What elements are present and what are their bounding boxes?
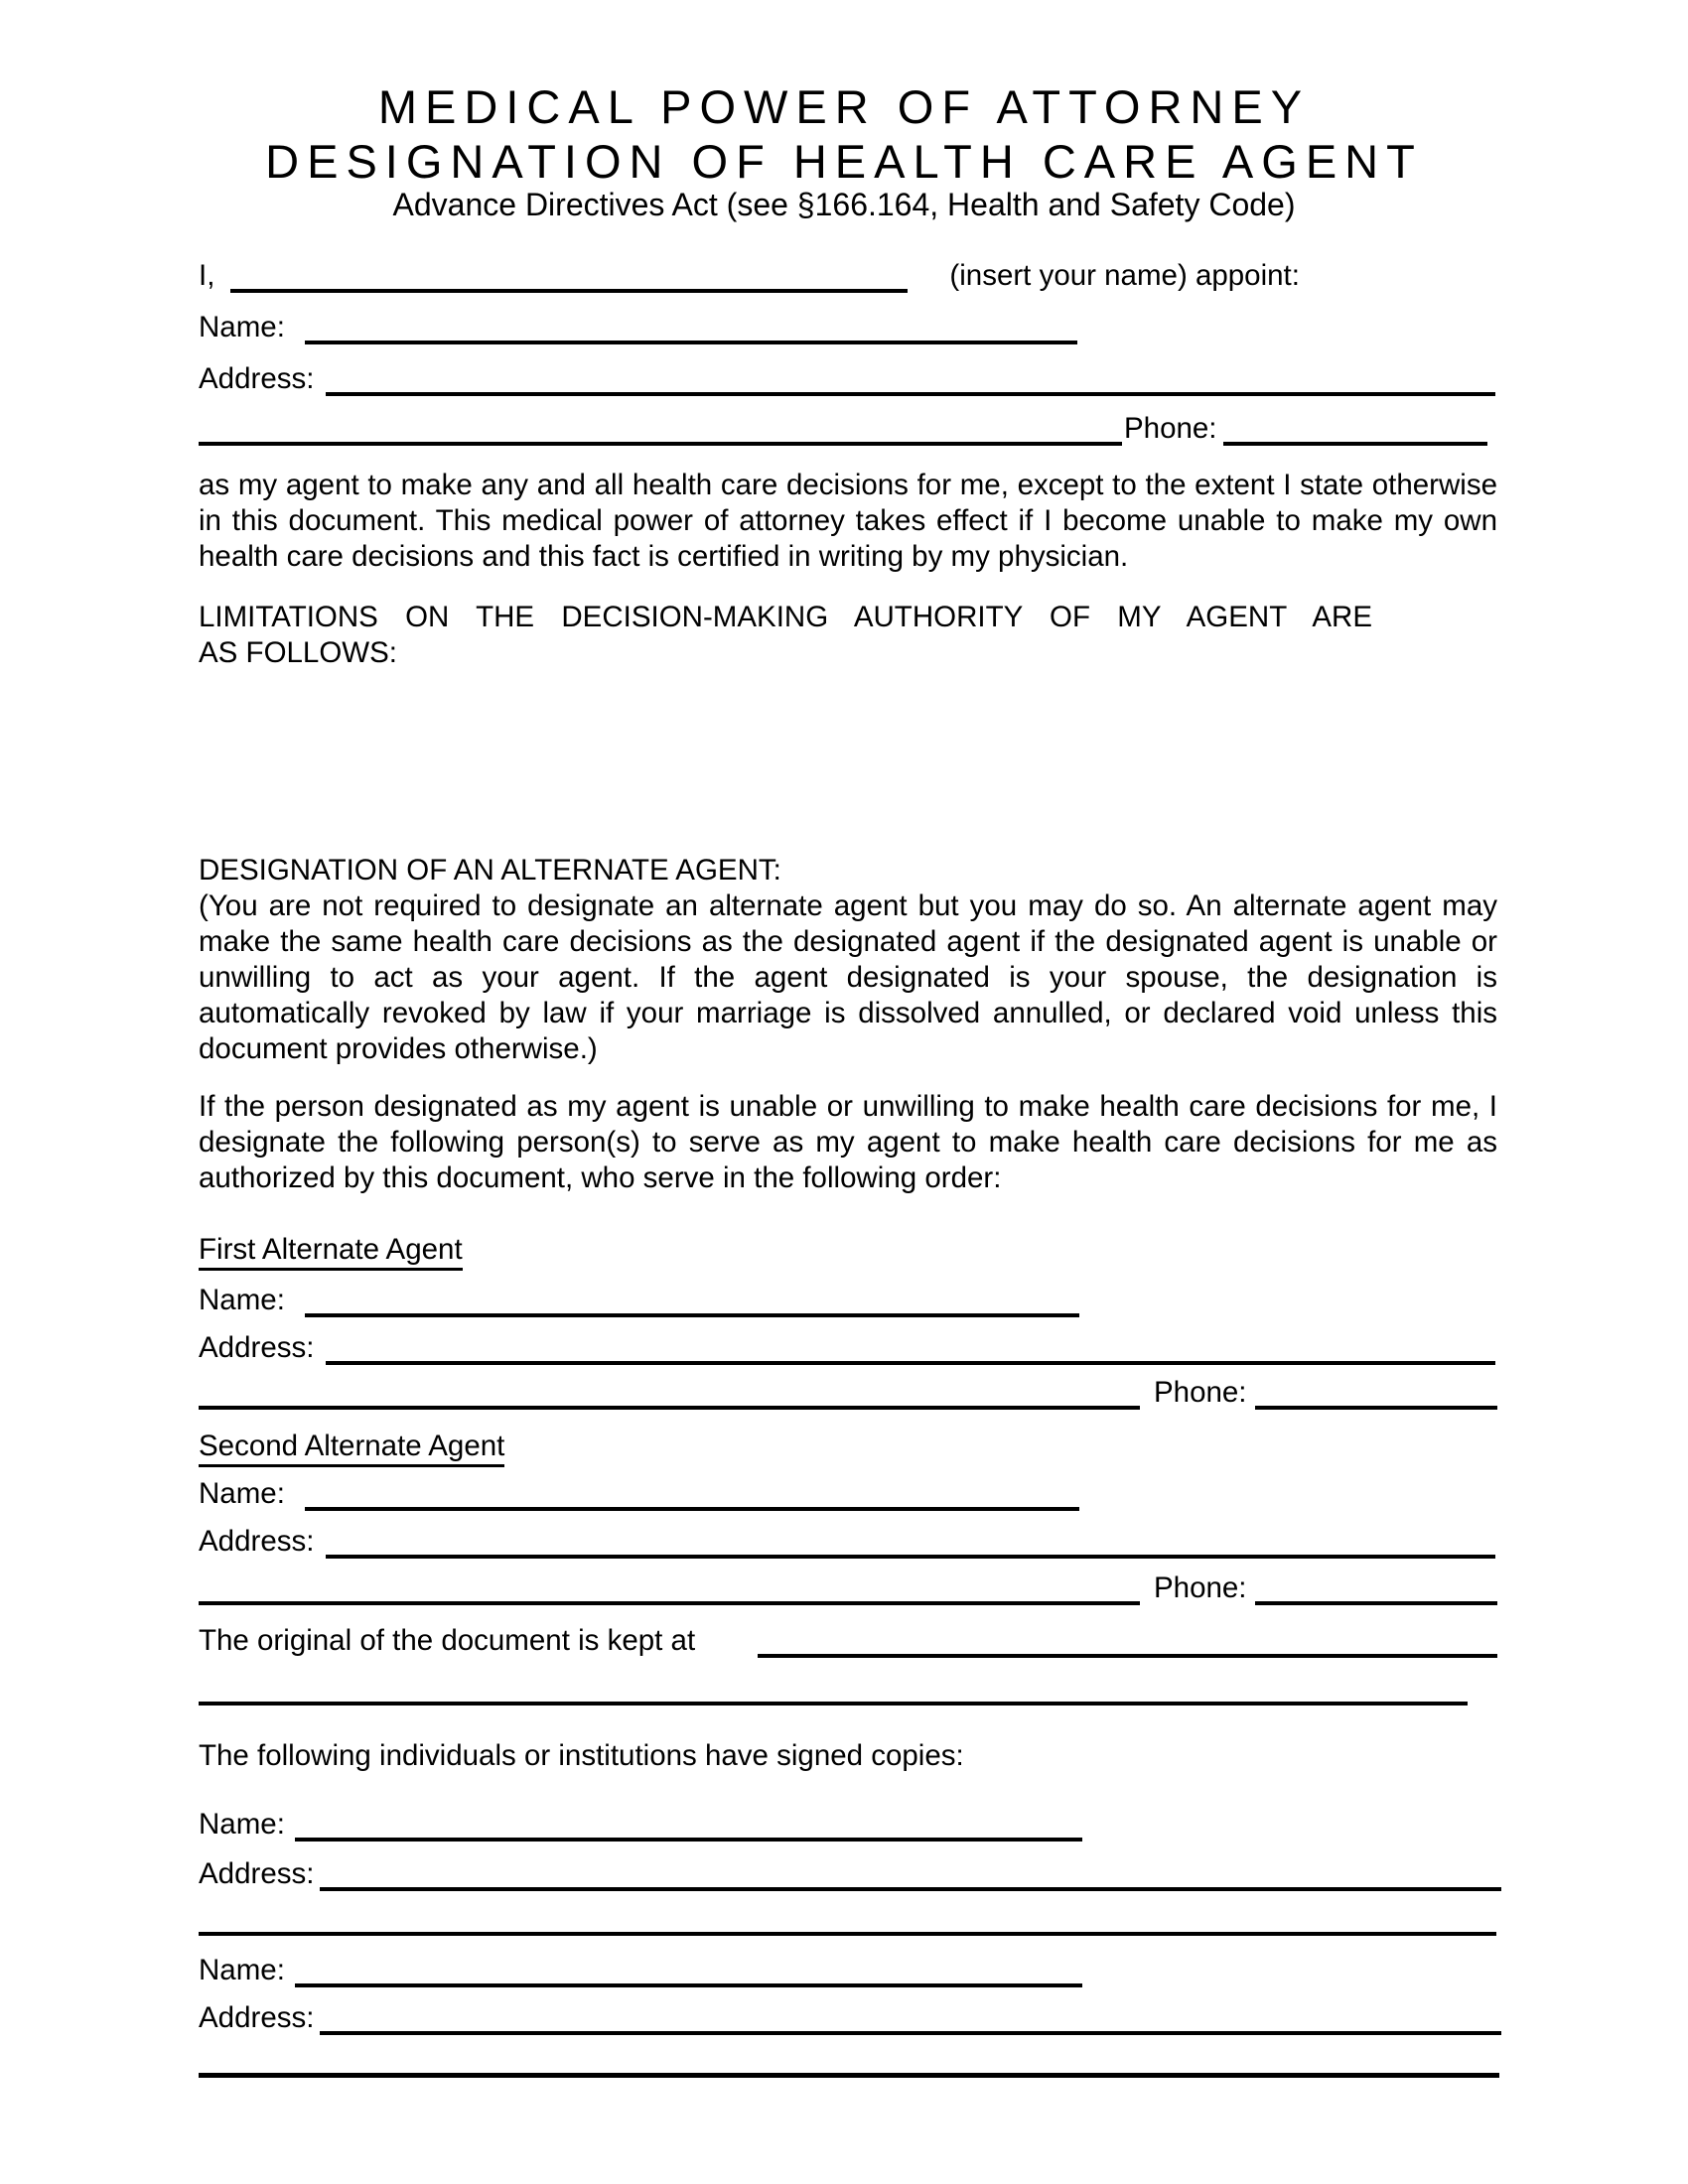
signed-copy-1-address-line[interactable]: [320, 1887, 1501, 1891]
text-line: automatically revoked by law if your marriage is dissolved annulled, or declared void unless this: [199, 997, 1497, 1029]
first-alternate-address-line[interactable]: [326, 1361, 1495, 1365]
signed-copies-label: The following individuals or institutions have signed copies:: [199, 1739, 964, 1772]
first-alternate-address-label: Address:: [199, 1331, 315, 1364]
second-alternate-heading-text: Second Alternate Agent: [199, 1430, 504, 1467]
kept-at-label: The original of the document is kept at: [199, 1624, 696, 1657]
text-line: as my agent to make any and all health care decisions for me, except to the extent I state otherwise: [199, 469, 1497, 501]
signed-copy-1-address-line-2[interactable]: [199, 1932, 1496, 1936]
agent-address-row: [199, 360, 1495, 396]
agent-name-row: [199, 309, 1077, 344]
first-alternate-name-line[interactable]: [305, 1313, 1079, 1317]
kept-at-line[interactable]: [758, 1654, 1497, 1658]
agent-address-label: Address:: [199, 362, 315, 395]
text-line: If the person designated as my agent is unable or unwilling to make health care decisions for me, I: [199, 1090, 1497, 1123]
signed-copy-2-name-label: Name:: [199, 1954, 285, 1986]
first-alternate-heading: [199, 1232, 463, 1268]
first-alternate-phone-label: Phone:: [1154, 1376, 1247, 1409]
first-alternate-phone-row: [199, 1374, 1497, 1410]
second-alternate-phone-label: Phone:: [1154, 1571, 1247, 1604]
signed-copy-2-name-line[interactable]: [295, 1983, 1082, 1987]
first-alternate-heading-text: First Alternate Agent: [199, 1233, 463, 1271]
agent-phone-label: Phone:: [1124, 412, 1217, 445]
signed-copy-2-name-row: [199, 1952, 1082, 1987]
second-alternate-phone-row: [199, 1570, 1497, 1605]
first-alternate-address-line-2[interactable]: [199, 1406, 1140, 1410]
text-line: AS FOLLOWS:: [199, 636, 397, 669]
alternate-agent-intro: [199, 1089, 1497, 1196]
principal-name-line[interactable]: [230, 289, 908, 293]
alternate-agent-note: [199, 888, 1497, 1067]
text-line: unwilling to act as your agent. If the agent designated is your spouse, the designation is: [199, 961, 1497, 994]
second-alternate-address-label: Address:: [199, 1525, 315, 1558]
limitations-heading: [199, 600, 1372, 671]
signed-copy-2-address-row: [199, 1999, 1501, 2035]
i-label: I,: [199, 259, 215, 292]
text-line: in this document. This medical power of attorney takes effect if I become unable to make my own: [199, 504, 1497, 537]
agent-name-label: Name:: [199, 311, 285, 343]
agent-address-line[interactable]: [326, 392, 1495, 396]
signed-copy-2-address-line-2[interactable]: [199, 2073, 1499, 2078]
appoint-hint: (insert your name) appoint:: [949, 259, 1300, 292]
kept-at-row: [199, 1622, 1497, 1658]
second-alternate-address-line-2[interactable]: [199, 1601, 1140, 1605]
second-alternate-phone-line[interactable]: [1255, 1601, 1497, 1605]
second-alternate-heading: [199, 1429, 504, 1464]
agent-name-line[interactable]: [305, 341, 1077, 344]
second-alternate-name-label: Name:: [199, 1477, 285, 1510]
document-subtitle: Advance Directives Act (see §166.164, Health and Safety Code): [392, 187, 1296, 222]
second-alternate-address-line[interactable]: [326, 1555, 1495, 1559]
text-line: (You are not required to designate an alternate agent but you may do so. An alternate agent may: [199, 889, 1497, 922]
signed-copy-1-address-row: [199, 1855, 1501, 1891]
second-alternate-name-line[interactable]: [305, 1507, 1079, 1511]
agent-address-line-2[interactable]: [199, 442, 1122, 446]
second-alternate-name-row: [199, 1475, 1079, 1511]
first-alternate-address-row: [199, 1329, 1495, 1365]
text-line: health care decisions and this fact is certified in writing by my physician.: [199, 540, 1129, 573]
signed-copy-1-name-label: Name:: [199, 1808, 285, 1841]
signed-copy-2-address-label: Address:: [199, 2001, 315, 2034]
text-line: make the same health care decisions as the designated agent if the designated agent is unable or: [199, 925, 1497, 958]
kept-at-line-2[interactable]: [199, 1702, 1468, 1706]
signed-copy-2-address-line[interactable]: [320, 2031, 1501, 2035]
text-line: authorized by this document, who serve in the following order:: [199, 1161, 1002, 1194]
signed-copy-1-name-line[interactable]: [295, 1838, 1082, 1842]
second-alternate-address-row: [199, 1523, 1495, 1559]
document-title-line1: MEDICAL POWER OF ATTORNEY: [377, 80, 1311, 133]
text-line: designate the following person(s) to serve as my agent to make health care decisions for me as: [199, 1126, 1497, 1159]
document-title-line2: DESIGNATION OF HEALTH CARE AGENT: [265, 135, 1423, 188]
first-alternate-name-row: [199, 1282, 1079, 1317]
text-line: LIMITATIONS ON THE DECISION-MAKING AUTHORITY OF MY AGENT ARE: [199, 601, 1372, 633]
agent-authority-paragraph: [199, 468, 1497, 575]
text-line: document provides otherwise.): [199, 1032, 598, 1065]
principal-appoint-row: [199, 257, 1300, 293]
first-alternate-phone-line[interactable]: [1255, 1406, 1497, 1410]
agent-phone-line[interactable]: [1223, 442, 1487, 446]
agent-phone-row: [199, 410, 1487, 446]
alternate-agent-heading: DESIGNATION OF AN ALTERNATE AGENT:: [199, 854, 781, 887]
signed-copy-1-address-label: Address:: [199, 1857, 315, 1890]
signed-copy-1-name-row: [199, 1806, 1082, 1842]
first-alternate-name-label: Name:: [199, 1284, 285, 1316]
